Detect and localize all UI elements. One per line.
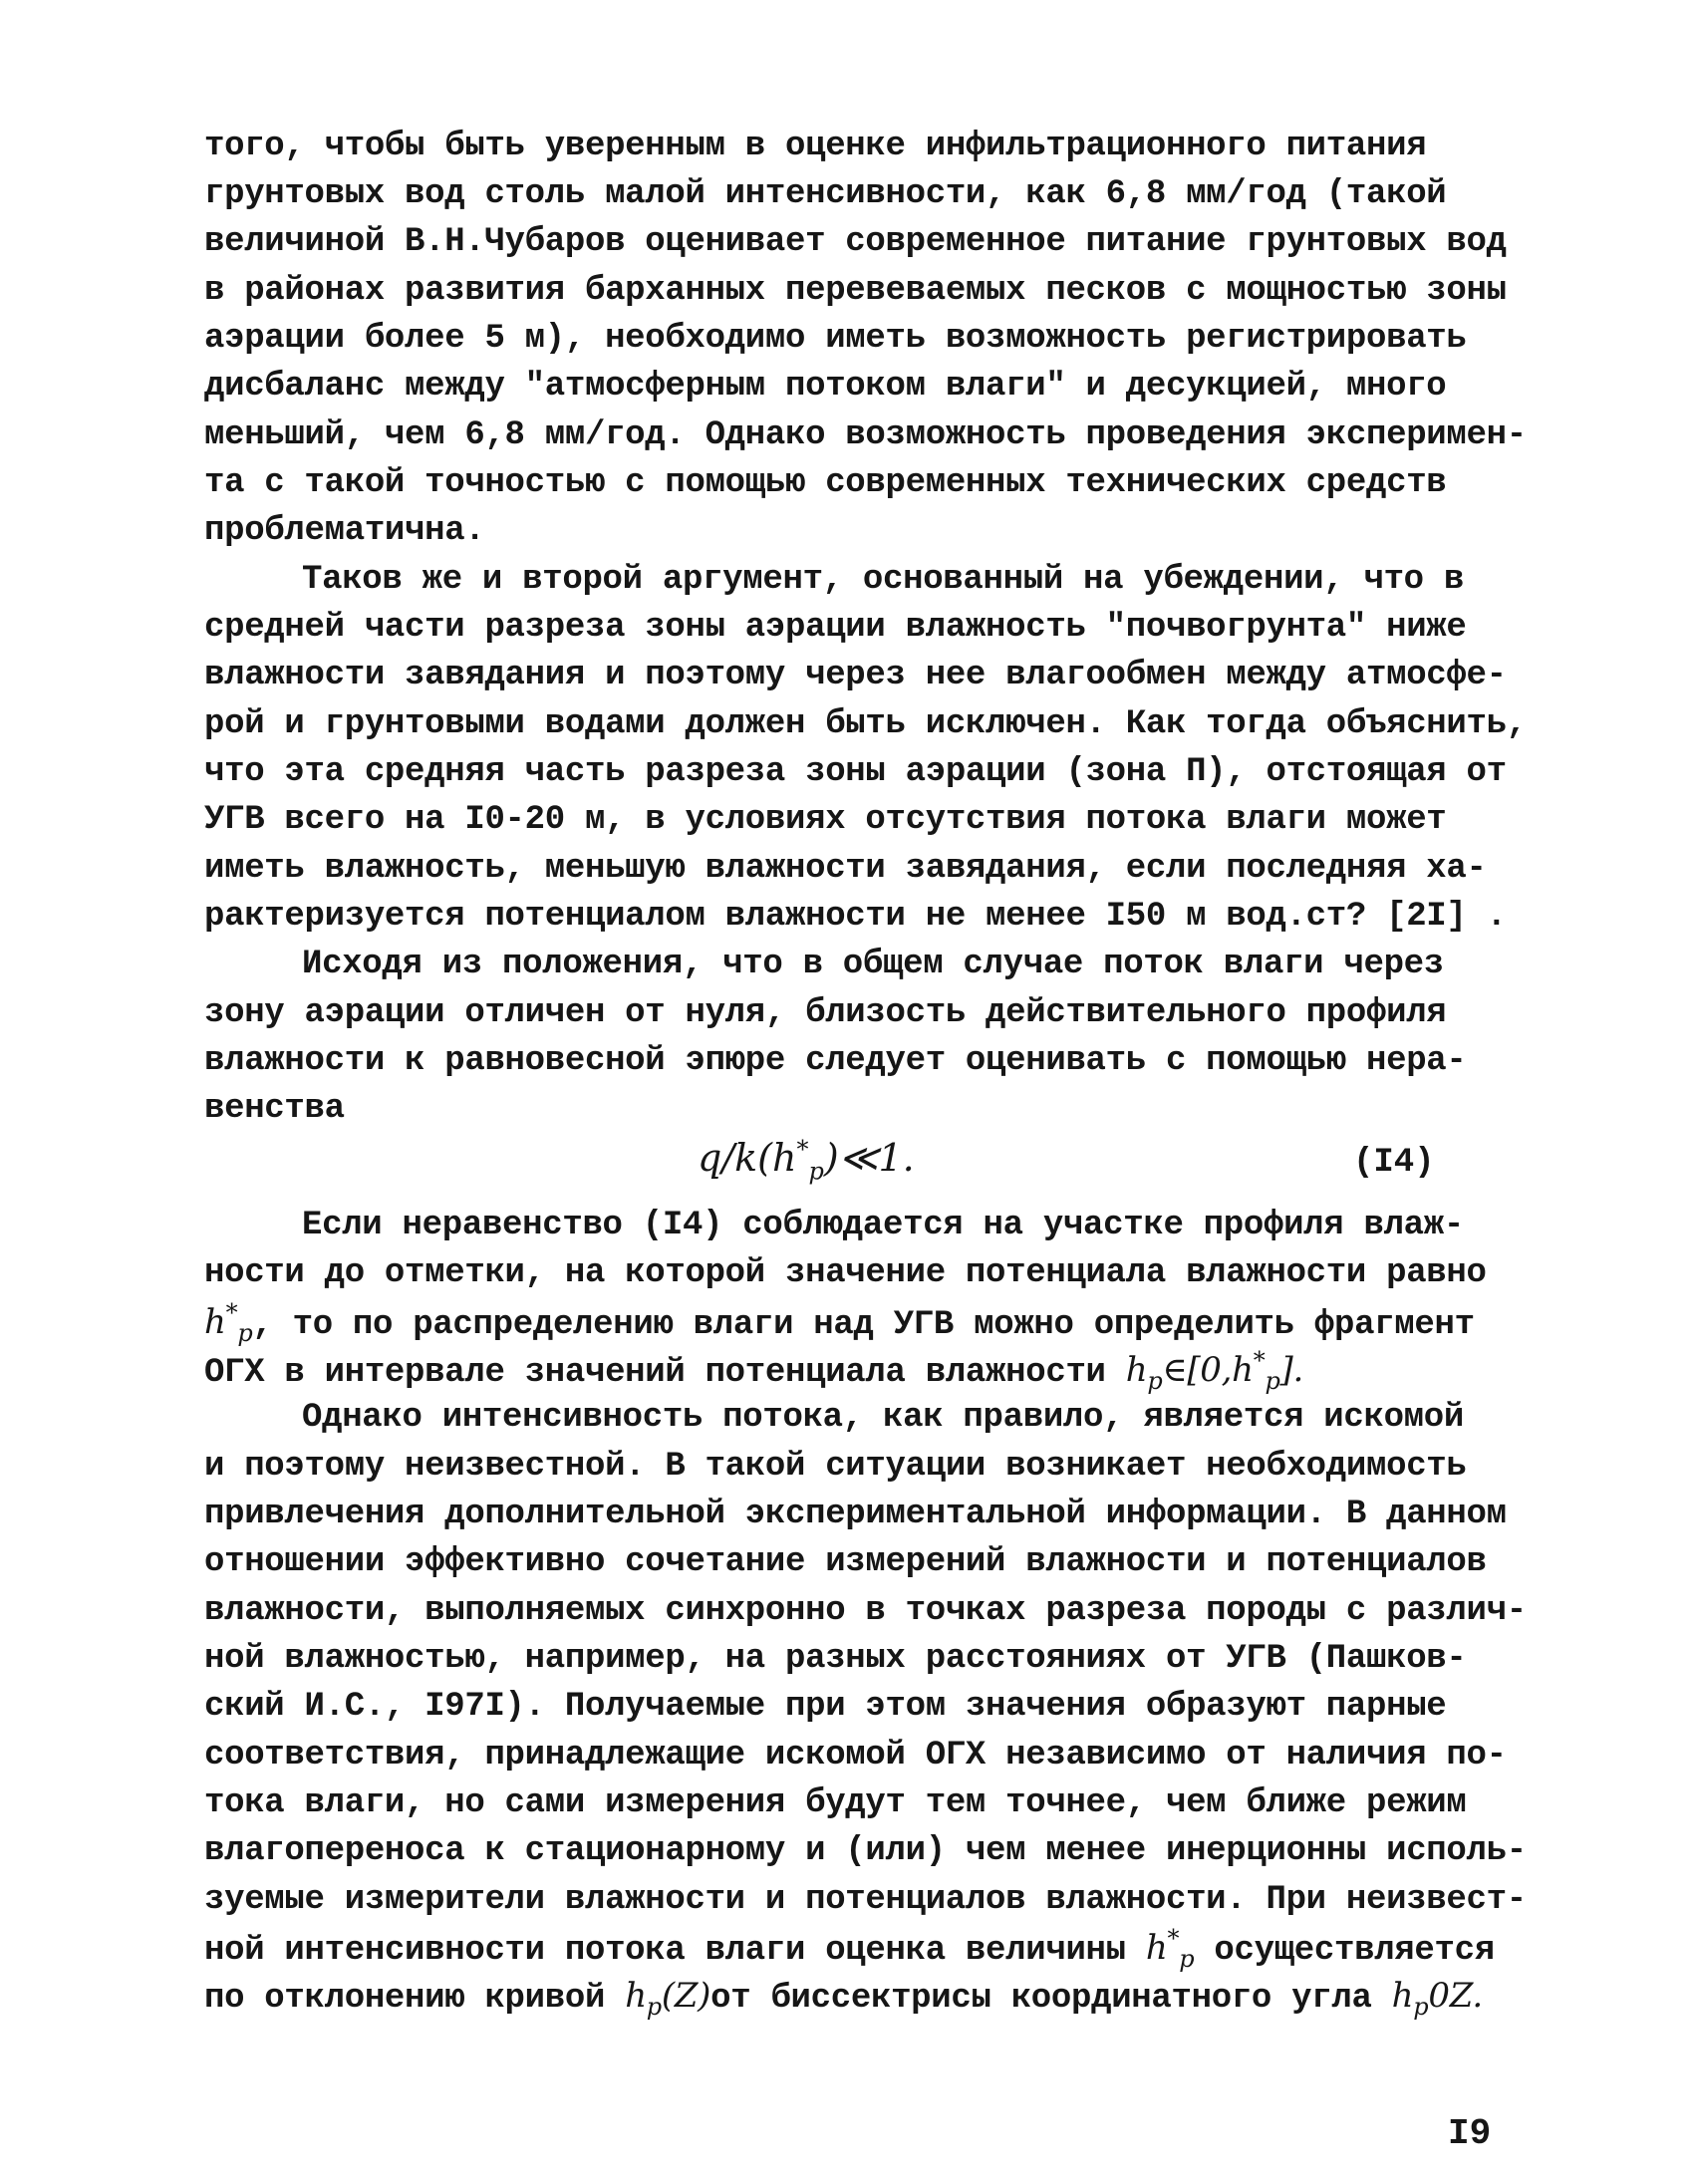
h-p-0z-angle: $h_p0Z$. <box>1391 1976 1483 2021</box>
h-p-interval: $h_p\in[0,h^*_p]$. <box>1125 1346 1303 1395</box>
text-line: влажности завядания и поэтому через нее влагообмен между атмосфе- <box>204 657 1507 694</box>
text-line: венства <box>204 1090 345 1128</box>
text-line: отношении эффективно сочетание измерений влажности и потенциалов <box>204 1543 1487 1581</box>
text-line: УГВ всего на I0-20 м, в условиях отсутствия потока влаги может <box>204 801 1447 839</box>
text-line: ной интенсивности потока влаги оценка величины $h^*_p$ осуществляется <box>204 1924 1495 1973</box>
text-line: Таков же и второй аргумент, основанный на убеждении, что в <box>302 561 1464 599</box>
page-number: I9 <box>1448 2113 1492 2154</box>
text-line: дисбаланс между "атмосферным потоком влаги" и десукцией, много <box>204 368 1447 406</box>
text-line: влажности, выполняемых синхронно в точках разреза породы с различ- <box>204 1592 1527 1630</box>
text-line: ский И.С., I97I). Получаемые при этом значения образуют парные <box>204 1688 1447 1726</box>
text-line: привлечения дополнительной экспериментальной информации. В данном <box>204 1496 1507 1533</box>
text-line: $h^*_p$, то по распределению влаги над УГВ можно определить фрагмент <box>204 1298 1475 1347</box>
text-line: Исходя из положения, что в общем случае поток влаги через <box>302 946 1444 983</box>
text-line: ности до отметки, на которой значение потенциала влажности равно <box>204 1254 1487 1292</box>
text-line: величиной В.Н.Чубаров оценивает современное питание грунтовых вод <box>204 223 1507 261</box>
equation-number: (I4) <box>1353 1144 1435 1182</box>
equation-14: $q/k(h^*_p)≪1$. <box>698 1135 915 1186</box>
h-p-star-symbol: $h^*_p$ <box>1145 1924 1195 1973</box>
text-line: меньший, чем 6,8 мм/год. Однако возможность проведения эксперимен- <box>204 416 1527 454</box>
text-line: Если неравенство (I4) соблюдается на участке профиля влаж- <box>302 1207 1464 1244</box>
text-line: та с такой точностью с помощью современных технических средств <box>204 464 1447 502</box>
h-p-of-z: $h_p(Z)$ <box>625 1976 711 2021</box>
text-line: ОГХ в интервале значений потенциала влажности $h_p\in[0,h^*_p]$. <box>204 1346 1303 1395</box>
h-p-star-symbol: $h^*_p$ <box>204 1298 253 1347</box>
text-line: соответствия, принадлежащие искомой ОГХ независимо от наличия по- <box>204 1737 1507 1774</box>
text-line: зуемые измерители влажности и потенциалов влажности. При неизвест- <box>204 1881 1527 1919</box>
text-line: что эта средняя часть разреза зоны аэрации (зона П), отстоящая от <box>204 753 1507 791</box>
text-line: того, чтобы быть уверенным в оценке инфильтрационного питания <box>204 128 1427 165</box>
text-line: влагопереноса к стационарному и (или) чем менее инерционны исполь- <box>204 1832 1527 1870</box>
text-line: проблематична. <box>204 512 485 550</box>
text-line: по отклонению кривой $h_p(Z)от$ биссектрисы координатного угла $h_p0Z$. <box>204 1976 1483 2021</box>
text-line: рактеризуется потенциалом влажности не менее I50 м вод.ст? [2I] . <box>204 898 1507 936</box>
text-line: иметь влажность, меньшую влажности завядания, если последняя ха- <box>204 850 1487 888</box>
text-line: грунтовых вод столь малой интенсивности, как 6,8 мм/год (такой <box>204 175 1447 213</box>
text-line: влажности к равновесной эпюре следует оценивать с помощью нера- <box>204 1042 1467 1080</box>
text-line: зону аэрации отличен от нуля, близость действительного профиля <box>204 994 1447 1032</box>
text-line: тока влаги, но сами измерения будут тем точнее, чем ближе режим <box>204 1784 1467 1822</box>
text-line: средней части разреза зоны аэрации влажность "почвогрунта" ниже <box>204 609 1467 647</box>
text-line: и поэтому неизвестной. В такой ситуации возникает необходимость <box>204 1448 1467 1486</box>
text-line: в районах развития барханных перевеваемых песков с мощностью зоны <box>204 272 1507 310</box>
text-line: рой и грунтовыми водами должен быть исключен. Как тогда объяснить, <box>204 705 1527 743</box>
text-line: ной влажностью, например, на разных расстояниях от УГВ (Пашков- <box>204 1640 1467 1678</box>
text-line: Однако интенсивность потока, как правило, является искомой <box>302 1399 1464 1437</box>
text-line: аэрации более 5 м), необходимо иметь возможность регистрировать <box>204 320 1467 358</box>
